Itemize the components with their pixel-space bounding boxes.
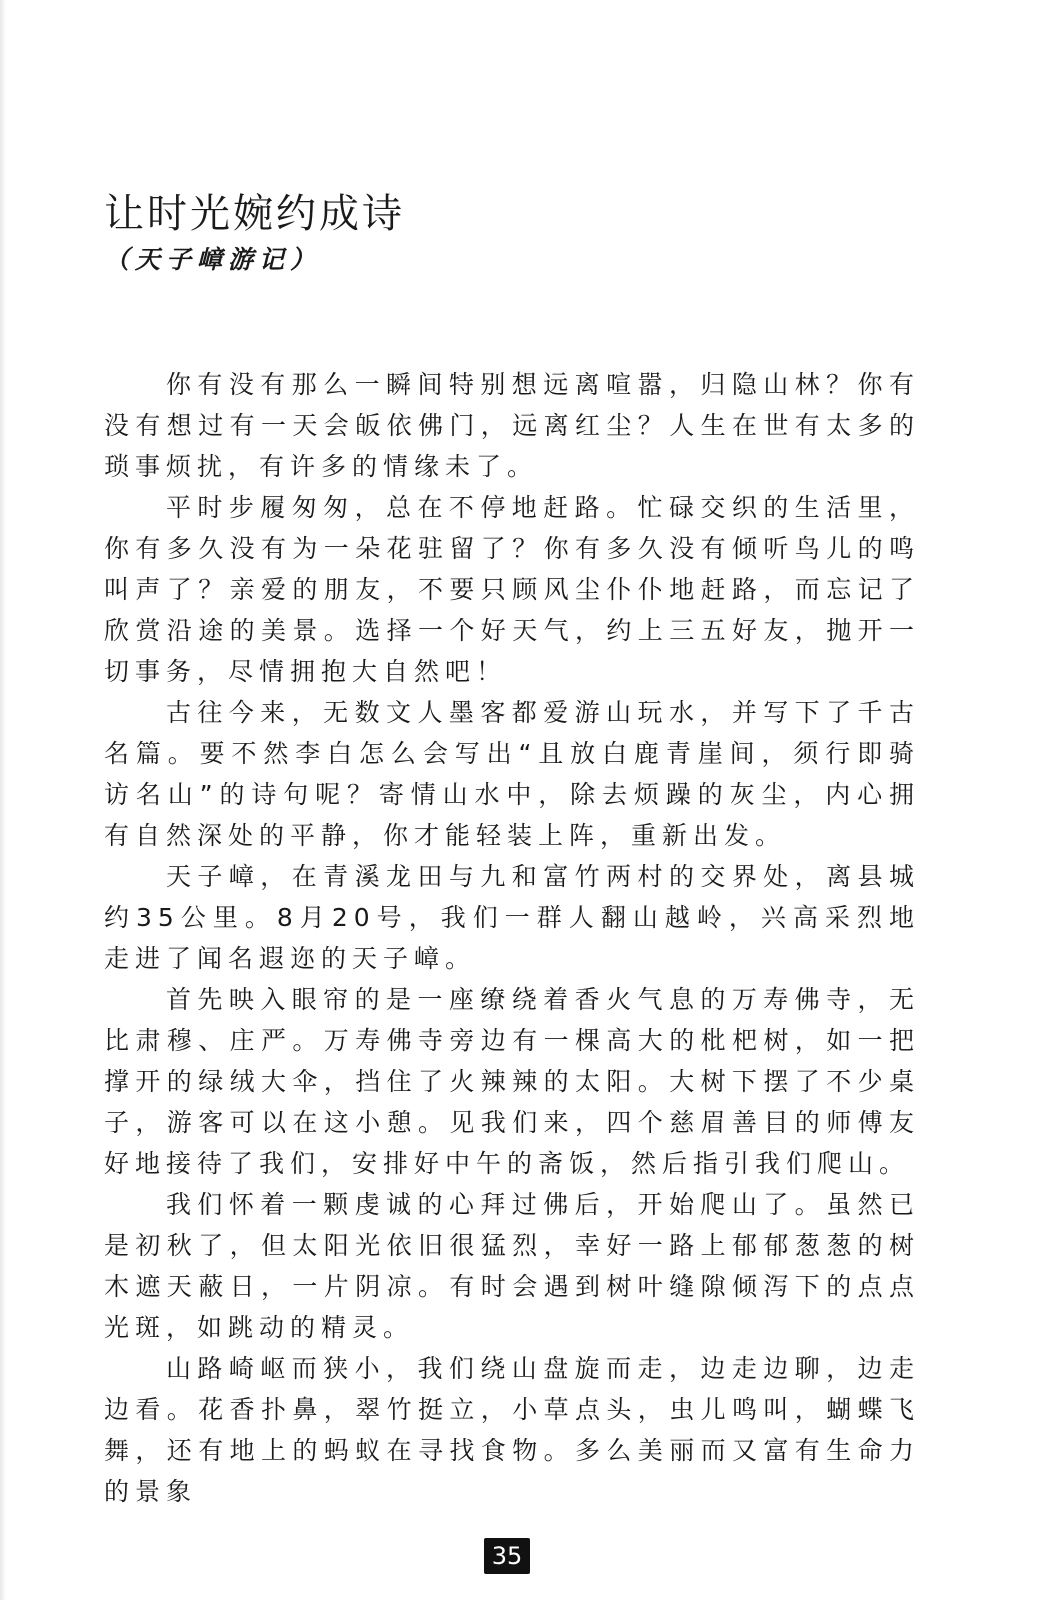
paragraph-5: 首先映入眼帘的是一座缭绕着香火气息的万寿佛寺，无比肃穆、庄严。万寿佛寺旁边有一棵高大的枇杷树，如一把撑开的绿绒大伞，挡住了火辣辣的太阳。大树下摆了不少桌子，游客可以在这小憩。见我们来，四个慈眉善目的师傅友好地接待了我们，安排好中午的斋饭，然后指引我们爬山。 [104, 985, 920, 1178]
paragraph-4: 天子嶂，在青溪龙田与九和富竹两村的交界处，离县城约35公里。8月20号，我们一群人翻山越岭，兴高采烈地走进了闻名遐迩的天子嶂。 [104, 862, 920, 973]
article-body [104, 364, 920, 1512]
paragraph-2: 平时步履匆匆，总在不停地赶路。忙碌交织的生活里，你有多久没有为一朵花驻留了？你有多久没有倾听鸟儿的鸣叫声了？亲爱的朋友，不要只顾风尘仆仆地赶路，而忘记了欣赏沿途的美景。选择一个好天气，约上三五好友，抛开一切事务，尽情拥抱大自然吧！ [104, 493, 920, 686]
page-number: 35 [484, 1538, 530, 1574]
paragraph-7: 山路崎岖而狭小，我们绕山盘旋而走，边走边聊，边走边看。花香扑鼻，翠竹挺立，小草点头，虫儿鸣叫，蝴蝶飞舞，还有地上的蚂蚁在寻找食物。多么美丽而又富有生命力的景象 [104, 1354, 920, 1506]
article-title: 让时光婉约成诗 [104, 191, 405, 237]
paragraph-6: 我们怀着一颗虔诚的心拜过佛后，开始爬山了。虽然已是初秋了，但太阳光依旧很猛烈，幸好一路上郁郁葱葱的树木遮天蔽日，一片阴凉。有时会遇到树叶缝隙倾泻下的点点光斑，如跳动的精灵。 [104, 1190, 920, 1342]
scan-edge-shadow [0, 0, 6, 1600]
paragraph-1: 你有没有那么一瞬间特别想远离喧嚣，归隐山林？你有没有想过有一天会皈依佛门，远离红尘？人生在世有太多的琐事烦扰，有许多的情缘未了。 [104, 370, 920, 481]
paragraph-3: 古往今来，无数文人墨客都爱游山玩水，并写下了千古名篇。要不然李白怎么会写出“且放白鹿青崖间，须行即骑访名山”的诗句呢？寄情山水中，除去烦躁的灰尘，内心拥有自然深处的平静，你才能轻装上阵，重新出发。 [104, 698, 920, 850]
article-subtitle: （天子嶂游记） [104, 245, 322, 274]
